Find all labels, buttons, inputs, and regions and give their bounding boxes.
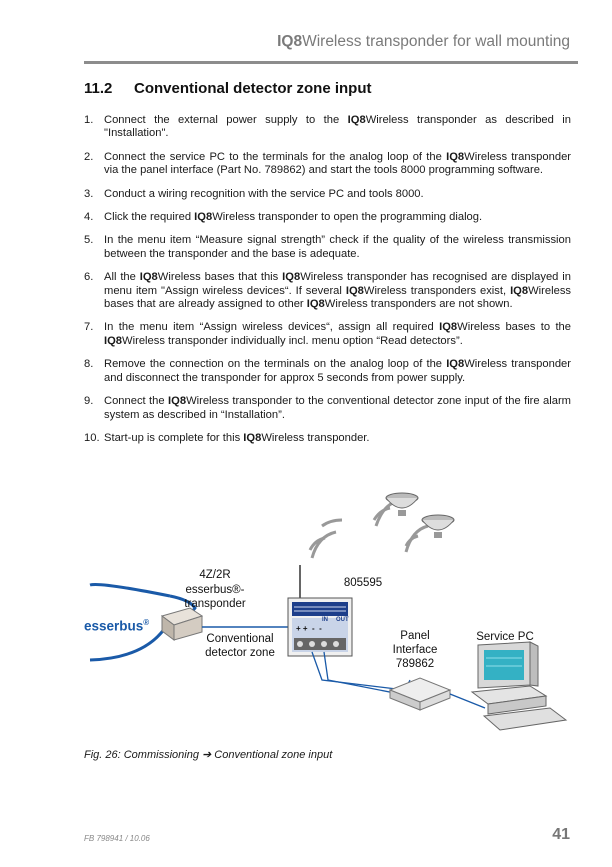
step-text (104, 395, 571, 422)
label-789862: 789862 (395, 658, 435, 670)
step-text-run: Conduct a wiring recognition with the service PC and tools 8000. (104, 187, 424, 200)
step-text-brand: IQ8 (282, 271, 301, 284)
header-rule (84, 61, 578, 64)
label-detector-zone: detector zone (205, 647, 275, 659)
step-item (84, 271, 571, 311)
step-item (84, 188, 571, 201)
step-text-brand: IQ8 (194, 211, 213, 224)
step-text-run: Connect the service PC to the terminals for the analog loop of the (104, 150, 447, 163)
document-number: FB 798941 / 10.06 (84, 834, 150, 843)
step-number: 2. (84, 150, 94, 163)
step-item (84, 211, 571, 224)
service-pc-icon (472, 642, 566, 730)
commissioning-diagram (60, 480, 600, 740)
step-number: 7. (84, 321, 94, 334)
figure-caption: Fig. 26: Commissioning ➔ Conventional zone input (84, 749, 333, 761)
step-number: 6. (84, 271, 94, 284)
step-item (84, 358, 571, 385)
step-number: 8. (84, 358, 94, 371)
step-text-run: Connect the (104, 395, 169, 408)
step-text-brand: IQ8 (347, 114, 366, 126)
step-text-run: Wireless transponder individually incl. menu option “Read detectors”. (122, 334, 463, 347)
step-text-run: All the (104, 271, 140, 284)
step-item (84, 114, 571, 141)
step-text-run: Connect the external power supply to the (104, 114, 348, 126)
terminal-signs: + + - - (296, 624, 322, 633)
step-text-run: Wireless transponder and disconnect the transponder for approx 5 seconds from power supply. (104, 358, 571, 384)
step-text-run: Wireless bases that this (157, 271, 283, 284)
step-text-run: Wireless transponder has recognised are displayed in menu item "Assign wireless devices“. If several (104, 271, 571, 297)
step-text-brand: IQ8 (446, 358, 465, 371)
step-text-run: Wireless transponders exist, (363, 284, 511, 297)
page-header (277, 33, 570, 51)
step-text (104, 432, 571, 445)
step-item (84, 234, 571, 261)
label-esserbus-transponder: esserbus®- (185, 584, 245, 596)
step-text (104, 151, 571, 178)
step-text-run: In the menu item “Measure signal strength” check if the quality of the wireless transmission between the transponder and the base is adequate. (104, 234, 571, 260)
radio-wave-icon (310, 500, 428, 558)
header-title: Wireless transponder for wall mounting (302, 33, 570, 50)
step-text-brand: IQ8 (243, 431, 262, 444)
step-text-brand: IQ8 (446, 150, 465, 163)
step-text (104, 211, 571, 224)
step-number: 3. (84, 187, 94, 200)
esserbus-logo-reg: ® (143, 618, 150, 627)
step-text-run: Remove the connection on the terminals on the analog loop of the (104, 358, 447, 371)
step-text-run: Wireless bases to the (457, 321, 571, 334)
section-heading (84, 80, 372, 97)
step-text (104, 234, 571, 261)
label-interface: Interface (392, 644, 438, 656)
step-text (104, 188, 571, 201)
section-number: 11.2 (84, 80, 113, 97)
step-text-run: Start-up is complete for this (104, 431, 244, 444)
step-item (84, 432, 571, 445)
esserbus-logo-text: esserbus (84, 618, 144, 634)
label-conventional: Conventional (206, 633, 274, 645)
terminal-in-label: IN (322, 617, 328, 623)
step-text (104, 321, 571, 348)
step-text-run: Wireless transponder as described in "Installation". (104, 114, 571, 140)
step-text (104, 358, 571, 385)
step-text-run: Wireless transponder. (261, 431, 370, 444)
step-text-brand: IQ8 (510, 284, 529, 297)
label-805595: 805595 (343, 577, 383, 589)
step-text-run: In the menu item “Assign wireless devices“, assign all required (104, 321, 440, 334)
step-item (84, 151, 571, 178)
step-number: 5. (84, 234, 94, 247)
step-text (104, 271, 571, 311)
diagram-drawing (60, 480, 600, 740)
section-title: Conventional detector zone input (134, 80, 372, 97)
step-text-run: Wireless transponder via the panel interface (Part No. 789862) and start the tools 8000 programming software. (104, 150, 572, 177)
step-text-brand: IQ8 (306, 298, 325, 311)
step-text-brand: IQ8 (439, 321, 458, 334)
label-service-pc: Service PC (476, 631, 534, 643)
label-transponder: transponder (184, 598, 246, 610)
terminal-out-label: OUT (336, 617, 349, 623)
step-item (84, 321, 571, 348)
label-4z2r: 4Z/2R (199, 569, 231, 581)
label-panel: Panel (400, 630, 430, 642)
step-text-run: Click the required (104, 211, 195, 224)
page-number: 41 (552, 826, 570, 843)
step-text-run: Wireless transponder to the conventional detector zone input of the fire alarm system as described in “Installation”. (104, 395, 571, 421)
step-number: 1. (84, 114, 94, 126)
step-text-run: Wireless transponder to open the programming dialog. (212, 211, 483, 224)
step-list (84, 114, 571, 455)
step-text-run: Wireless transponders are not shown. (324, 298, 513, 311)
step-text-brand: IQ8 (139, 271, 158, 284)
step-number: 9. (84, 395, 94, 408)
step-text-brand: IQ8 (168, 395, 187, 408)
header-brand: IQ8 (277, 33, 303, 50)
step-item (84, 395, 571, 422)
panel-interface-device (390, 678, 450, 710)
step-text-brand: IQ8 (345, 284, 364, 297)
step-number: 4. (84, 211, 94, 224)
step-text-run: Wireless bases that are already assigned to other (104, 284, 572, 311)
step-text (104, 114, 571, 141)
step-number: 10. (84, 431, 100, 444)
step-text-brand: IQ8 (104, 334, 123, 347)
esserbus-logo (84, 618, 149, 634)
